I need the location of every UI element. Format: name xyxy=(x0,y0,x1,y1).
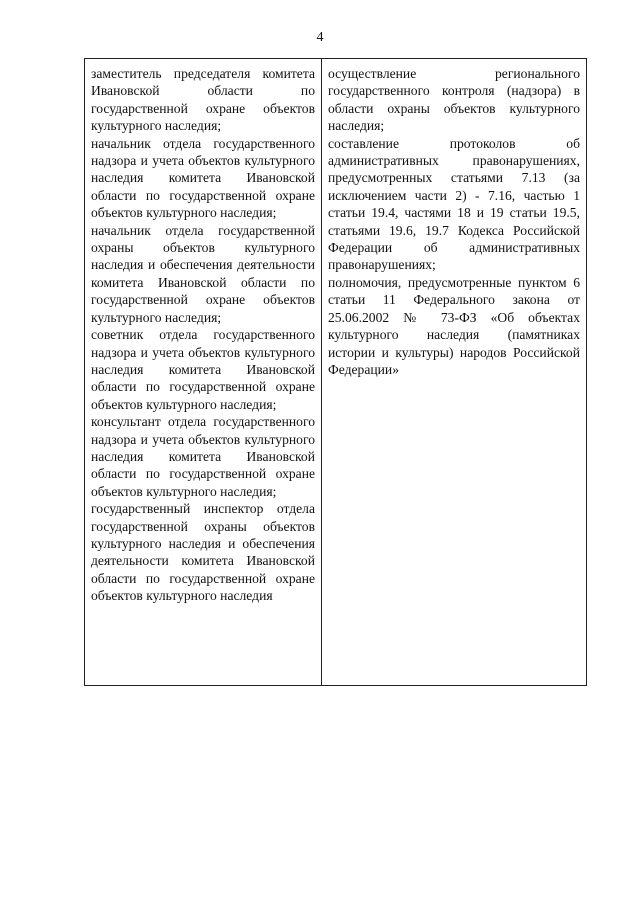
table-entry-head-protection-dept: начальник отдела государственной охраны объектов культурного наследия и обеспечения деятельности комитета Ивановской области по государственной охране объектов культурного наследия; xyxy=(91,222,315,325)
table-entry-consultant: консультант отдела государственного надзора и учета объектов культурного наследия комитета Ивановской области по государственной охране объектов культурного наследия; xyxy=(91,414,315,499)
table-entry-protocols: составление протоколов об административных правонарушениях, предусмотренных статьями 7.13 (за исключением части 2) - 7.16, частью 1 статьи 19.4, частями 18 и 19 статьи 19.5, статьями 19.6, 19.7 Кодекса Российской Федерации об административных правонарушениях; xyxy=(328,135,580,273)
document-table xyxy=(84,58,587,686)
table-entry-deputy-chairman: заместитель председателя комитета Ивановской области по государственной охране объектов культурного наследия; xyxy=(91,66,315,134)
table-entry-advisor: советник отдела государственного надзора и учета объектов культурного наследия комитета Ивановской области по государственной охране объектов культурного наследия; xyxy=(91,327,315,412)
table-entry-state-inspector: государственный инспектор отдела государственной охраны объектов культурного наследия и обеспечения деятельности комитета Ивановской области по государственной охране объектов культурного наследия xyxy=(91,501,315,604)
table-column-officials xyxy=(85,59,322,685)
table-entry-regional-control: осуществление регионального государственного контроля (надзора) в области охраны объектов культурного наследия; xyxy=(328,66,580,134)
table-column-powers xyxy=(322,59,586,685)
table-entry-federal-law-powers: полномочия, предусмотренные пунктом 6 статьи 11 Федерального закона от 25.06.2002 № 73-ФЗ «Об объектах культурного наследия (памятниках истории и культуры) народов Российской Федерации» xyxy=(328,274,580,377)
table-entry-head-supervision-dept: начальник отдела государственного надзора и учета объектов культурного наследия комитета Ивановской области по государственной охране объектов культурного наследия; xyxy=(91,135,315,221)
page-number: 4 xyxy=(316,30,324,45)
